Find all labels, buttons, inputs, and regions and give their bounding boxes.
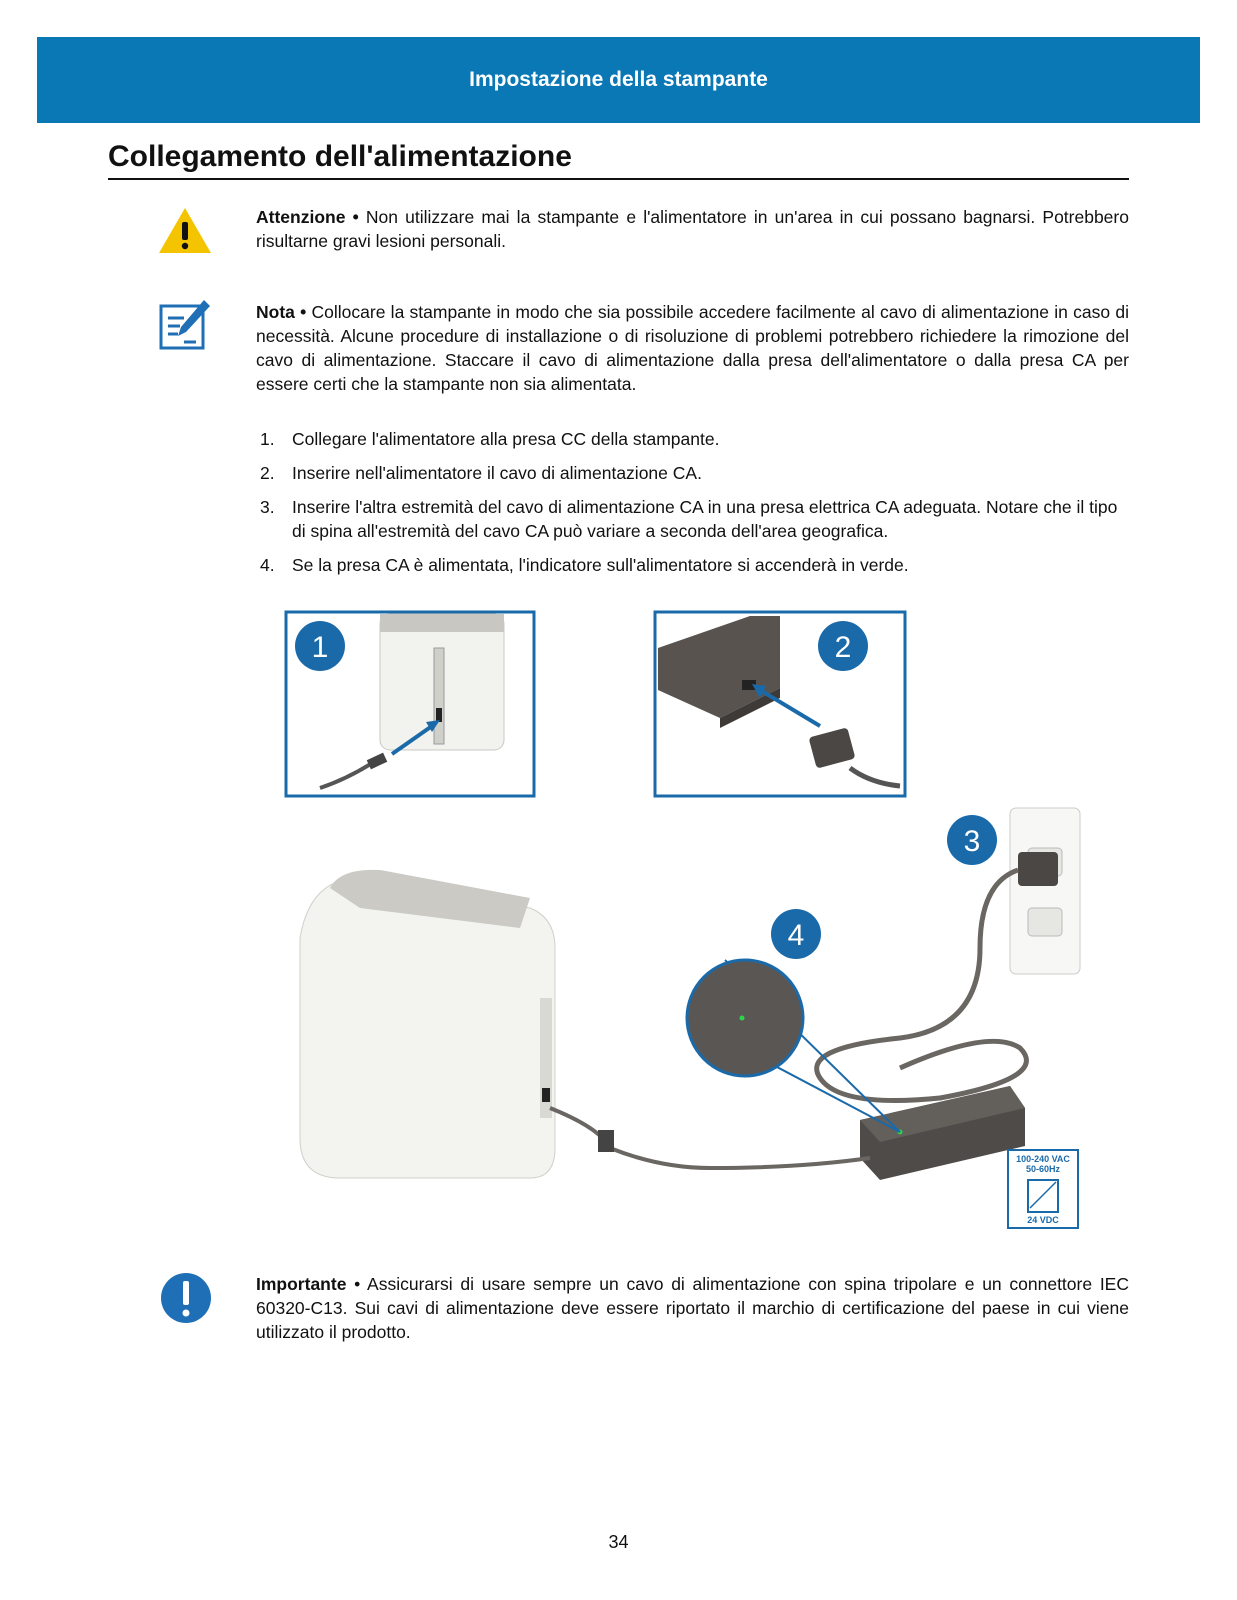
step-number: 1. (260, 429, 275, 449)
page-title: Collegamento dell'alimentazione (108, 140, 1129, 180)
panel-step-2 (655, 612, 905, 796)
caution-label: Attenzione • (256, 207, 359, 227)
callout-1 (295, 621, 345, 671)
step-text: Inserire l'altra estremità del cavo di alimentazione CA in una presa elettrica CA adeguata. Notare che il tipo di spina all'estremità del cavo CA può variare a seconda dell'area geografica. (292, 497, 1118, 541)
rating-output: 24 VDC (1027, 1215, 1059, 1225)
step-text: Se la presa CA è alimentata, l'indicatore sull'alimentatore si accenderà in verde. (292, 555, 909, 575)
list-item (256, 461, 1129, 485)
caution-text: Non utilizzare mai la stampante e l'alimentatore in un'area in cui possano bagnarsi. Potrebbero risultarne gravi lesioni personali. (256, 207, 1129, 251)
warning-icon (157, 206, 213, 256)
panel-step-1 (286, 612, 534, 796)
power-rating-label (1008, 1150, 1078, 1228)
important-text: • Assicurarsi di usare sempre un cavo di alimentazione con spina tripolare e un connettore IEC 60320-C13. Sui cavi di alimentazione deve essere riportato il marchio di certificazione del paese in cui viene utilizzato il prodotto. (256, 1274, 1129, 1342)
list-item (256, 427, 1129, 451)
callout-4 (771, 909, 821, 959)
note-notice (256, 300, 1129, 396)
note-text: Collocare la stampante in modo che sia possibile accedere facilmente al cavo di alimentazione in caso di necessità. Alcune procedure di installazione o di risoluzione di problemi potrebbero richiedere la rimozione del cavo di alimentazione. Staccare il cavo di alimentazione dalla presa dell'alimentatore o dalla presa CA per essere certi che la stampante non sia alimentata. (256, 302, 1129, 394)
callout-3 (947, 815, 997, 865)
step-number: 2. (260, 463, 275, 483)
section-header-title: Impostazione della stampante (469, 68, 768, 91)
list-item (256, 495, 1129, 543)
callout-2-label: 2 (834, 631, 852, 664)
callout-1-label: 1 (311, 631, 329, 664)
note-icon (158, 298, 212, 352)
callout-2 (818, 621, 868, 671)
page-number: 34 (608, 1532, 629, 1552)
wall-outlet (1010, 808, 1080, 974)
step-number: 4. (260, 555, 275, 575)
list-item (256, 553, 1129, 577)
steps-list (256, 427, 1129, 587)
step-text: Collegare l'alimentatore alla presa CC della stampante. (292, 429, 720, 449)
step-text: Inserire nell'alimentatore il cavo di alimentazione CA. (292, 463, 702, 483)
indicator-zoom (687, 960, 900, 1132)
section-header-bar (37, 37, 1200, 123)
note-label: Nota • (256, 302, 307, 322)
callout-3-label: 3 (963, 825, 981, 858)
rating-frequency: 50-60Hz (1025, 1164, 1061, 1174)
power-connection-illustration (280, 608, 1120, 1248)
step-number: 3. (260, 497, 275, 517)
important-notice (256, 1272, 1129, 1344)
important-label: Importante (256, 1274, 347, 1294)
caution-notice (256, 205, 1129, 253)
important-icon (160, 1272, 212, 1324)
callout-4-label: 4 (787, 919, 805, 952)
rating-input: 100-240 VAC (1016, 1154, 1070, 1164)
